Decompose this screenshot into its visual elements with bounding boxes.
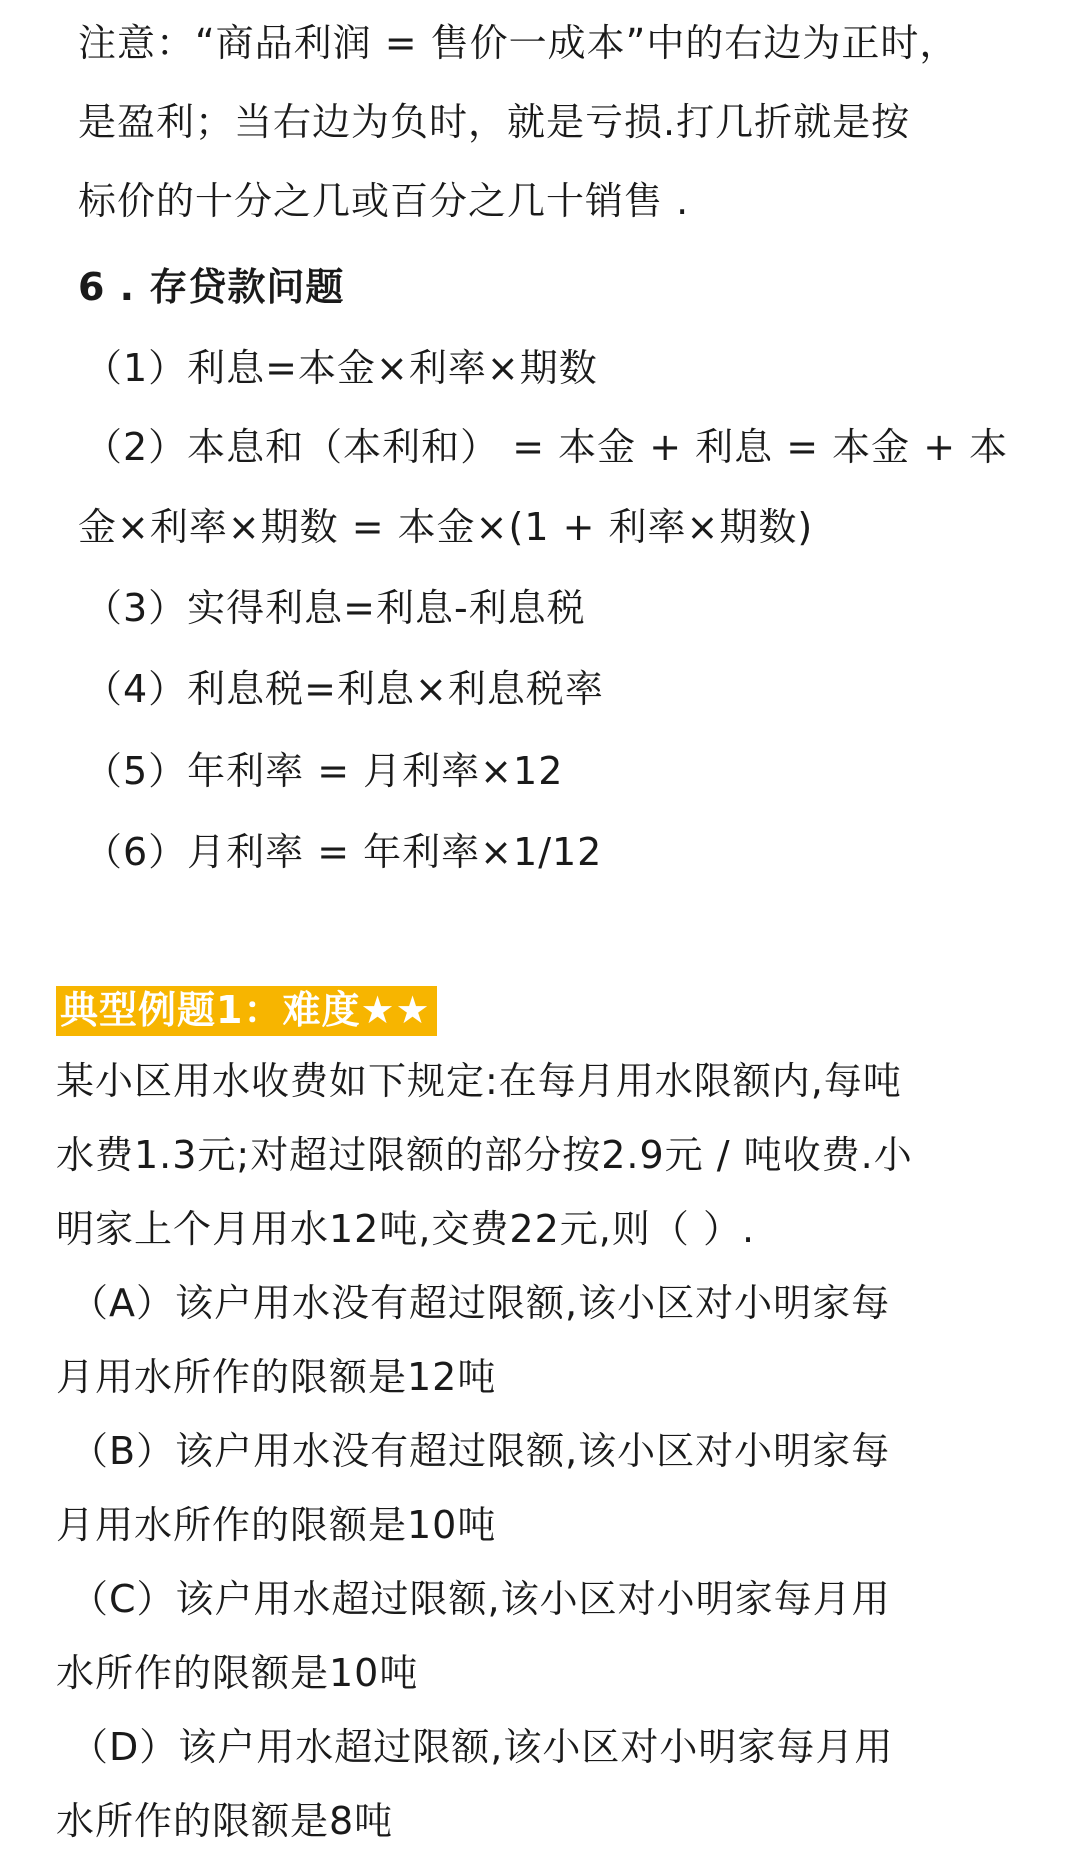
option-d-line-1: （D）该户用水超过限额,该小区对小明家每月用 — [70, 1725, 894, 1769]
note-line-2: 是盈利；当右边为负时，就是亏损.打几折就是按 — [78, 100, 911, 144]
formula-5: （5）年利率 = 月利率×12 — [84, 749, 564, 793]
section-6-heading: 6 . 存贷款问题 — [78, 265, 345, 309]
formula-1: （1）利息=本金×利率×期数 — [84, 346, 598, 390]
note-line-1: 注意：“商品利润 = 售价一成本”中的右边为正时， — [78, 21, 959, 65]
option-d-line-2: 水所作的限额是8吨 — [56, 1799, 394, 1843]
question-line-1: 某小区用水收费如下规定:在每月用水限额内,每吨 — [56, 1059, 902, 1103]
option-a-line-2: 月用水所作的限额是12吨 — [56, 1355, 497, 1399]
option-c-line-2: 水所作的限额是10吨 — [56, 1651, 419, 1695]
option-c-line-1: （C）该户用水超过限额,该小区对小明家每月用 — [70, 1577, 891, 1621]
formula-3: （3）实得利息=利息-利息税 — [84, 586, 586, 630]
formula-4: （4）利息税=利息×利息税率 — [84, 667, 604, 711]
formula-2-line-1: （2）本息和（本利和） = 本金 + 利息 = 本金 + 本 — [84, 425, 1009, 469]
question-line-3: 明家上个月用水12吨,交费22元,则（ ）. — [56, 1207, 756, 1251]
formula-2-line-2: 金×利率×期数 = 本金×(1 + 利率×期数) — [78, 505, 814, 549]
question-line-2: 水费1.3元;对超过限额的部分按2.9元 / 吨收费.小 — [56, 1133, 913, 1177]
example-title-wrap — [56, 987, 437, 1033]
note-line-3: 标价的十分之几或百分之几十销售 . — [78, 179, 690, 223]
option-b-line-1: （B）该户用水没有超过限额,该小区对小明家每 — [70, 1429, 891, 1473]
option-a-line-1: （A）该户用水没有超过限额,该小区对小明家每 — [70, 1281, 891, 1325]
formula-6: （6）月利率 = 年利率×1/12 — [84, 830, 603, 874]
option-b-line-2: 月用水所作的限额是10吨 — [56, 1503, 497, 1547]
example-title: 典型例题1：难度★★ — [56, 986, 437, 1036]
